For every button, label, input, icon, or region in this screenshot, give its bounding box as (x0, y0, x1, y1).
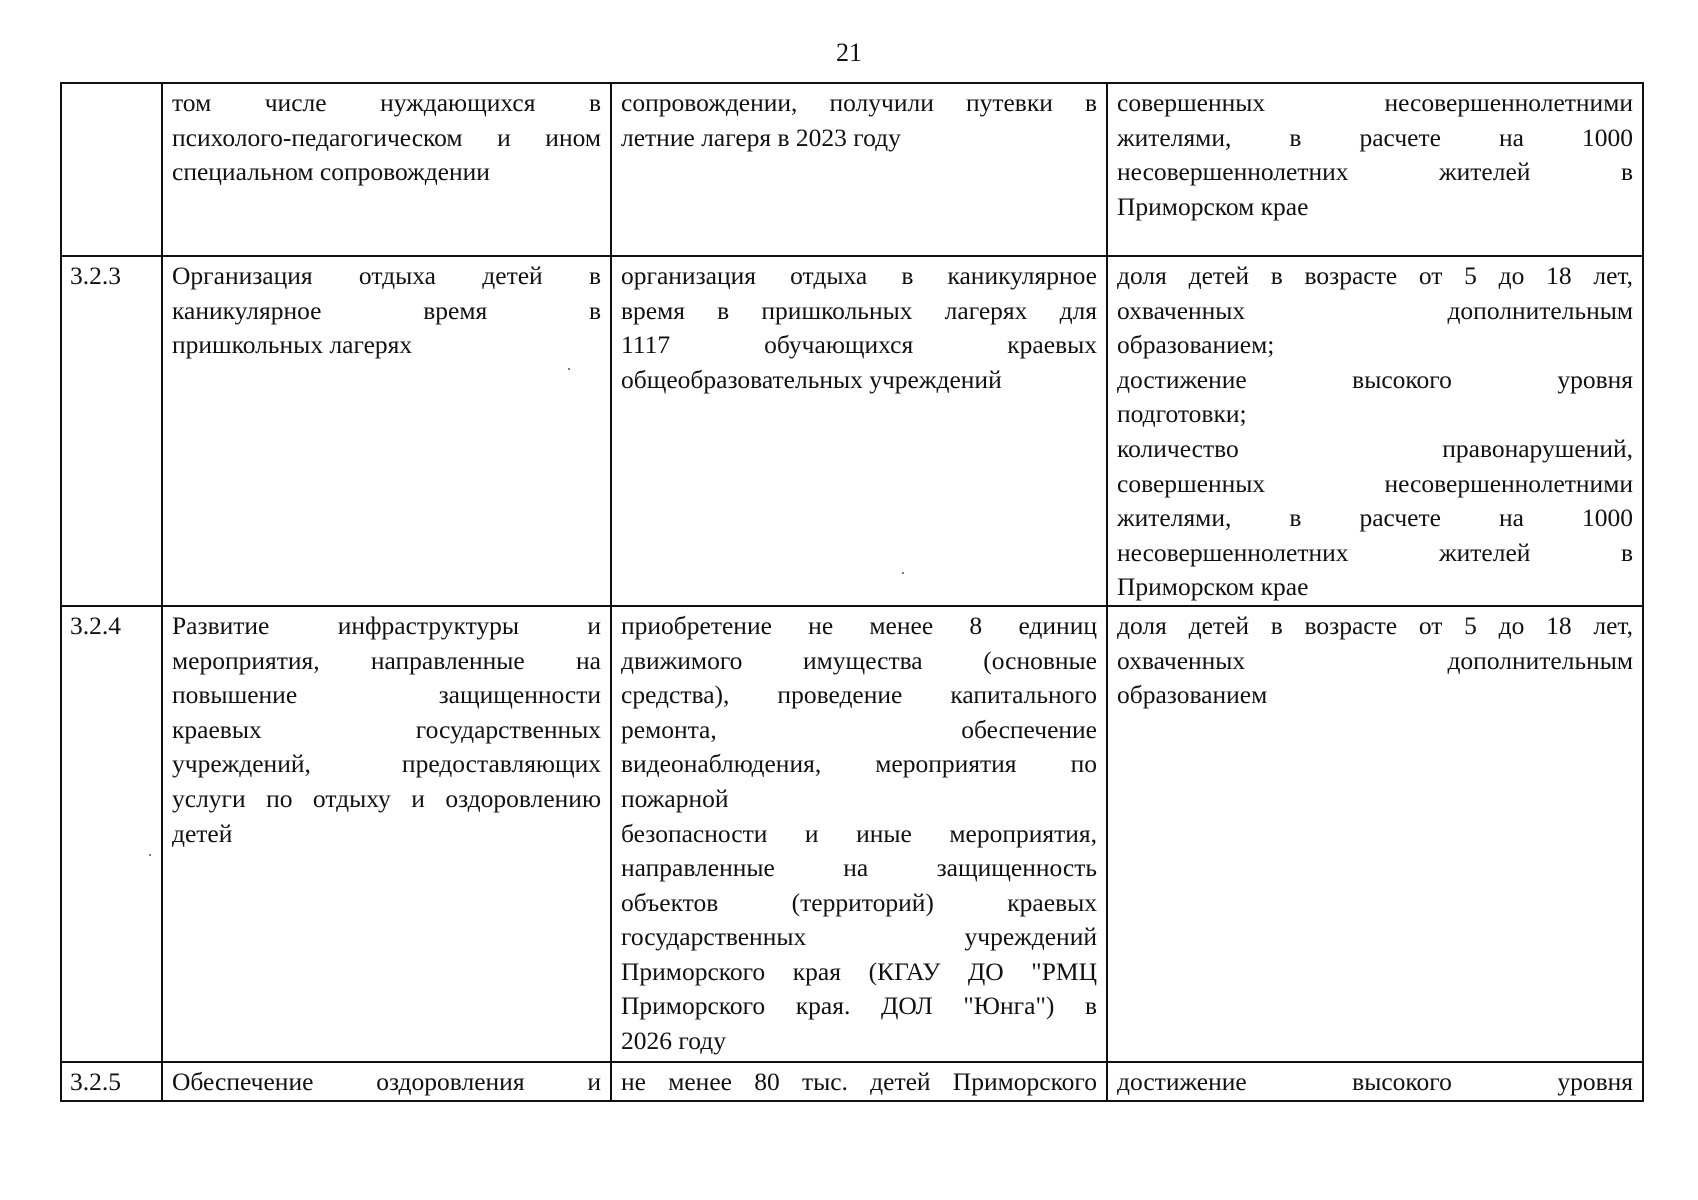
cell-text-line: охваченных дополнительным (1117, 645, 1633, 675)
cell-text-line: государственных учреждений (621, 922, 1097, 952)
cell-text-line: образованием; (1117, 330, 1275, 360)
indicator-cell (1107, 1062, 1643, 1101)
row-number-cell: 3.2.3 (61, 256, 162, 606)
cell-text-line: видеонаблюдения, мероприятия по (621, 749, 1097, 779)
activity-result-cell (611, 256, 1107, 606)
indicator-cell (1107, 256, 1643, 606)
activity-result-cell (611, 1062, 1107, 1101)
cell-text-line: средства), проведение капитального (621, 680, 1097, 710)
cell-text-line: Приморском крае (1117, 572, 1309, 602)
cell-text-line: том числе нуждающихся в (172, 88, 601, 117)
cell-text-line: жителями, в расчете на 1000 (1117, 122, 1633, 152)
cell-text-line: услуги по отдыху и оздоровлению (172, 783, 601, 813)
cell-text-line: совершенных несовершеннолетними (1117, 468, 1633, 498)
cell-text-line: Приморском крае (1117, 191, 1309, 221)
indicator-cell (1107, 606, 1643, 1062)
activity-result-cell (611, 83, 1107, 256)
table-row (61, 256, 1643, 606)
cell-text-line: движимого имущества (основные (621, 645, 1097, 675)
cell-text-line: приобретение не менее 8 единиц (621, 610, 1097, 640)
cell-text-line: краевых государственных (172, 714, 601, 744)
cell-text-line: совершенных несовершеннолетними (1117, 88, 1633, 117)
cell-text-line: Приморского края (КГАУ ДО "РМЦ (621, 956, 1097, 986)
cell-text-line: ремонта, обеспечение (621, 714, 1097, 744)
table-row (61, 83, 1643, 256)
cell-text-line: детей (172, 818, 233, 848)
cell-text-line: психолого-педагогическом и ином (172, 122, 601, 152)
cell-text-line: пожарной (621, 783, 729, 813)
cell-text-line: жителями, в расчете на 1000 (1117, 503, 1633, 533)
cell-text-line: несовершеннолетних жителей в (1117, 157, 1633, 187)
activity-name-cell (162, 606, 611, 1062)
activity-name-cell (162, 256, 611, 606)
cell-text-line: мероприятия, направленные на (172, 645, 601, 675)
cell-text-line: организация отдыха в каникулярное (621, 261, 1097, 290)
cell-text-line: количество правонарушений, (1117, 433, 1633, 463)
cell-text-line: 1117 обучающихся краевых (621, 330, 1097, 360)
cell-text-line: учреждений, предоставляющих (172, 749, 601, 779)
scan-speck (568, 368, 570, 370)
table-body (61, 83, 1643, 1101)
page-number: 21 (836, 38, 862, 67)
cell-text-line: не менее 80 тыс. детей Приморского (621, 1066, 1097, 1096)
cell-text-line: время в пришкольных лагерях для (621, 295, 1097, 325)
table-row (61, 1062, 1643, 1101)
row-number-cell: 3.2.4 (61, 606, 162, 1062)
cell-text-line: Приморского края. ДОЛ "Юнга") в (621, 991, 1097, 1021)
cell-text-line: Развитие инфраструктуры и (172, 610, 601, 640)
cell-text-line: Организация отдыха детей в (172, 261, 601, 290)
program-activities-table (60, 82, 1644, 1102)
cell-text-line: достижение высокого уровня (1117, 364, 1633, 394)
cell-text-line: каникулярное время в (172, 295, 601, 325)
cell-text-line: образованием (1117, 680, 1268, 710)
cell-text-line: повышение защищенности (172, 680, 601, 710)
indicator-cell (1107, 83, 1643, 256)
cell-text-line: несовершеннолетних жителей в (1117, 537, 1633, 567)
cell-text-line: специальном сопровождении (172, 157, 490, 187)
cell-text-line: общеобразовательных учреждений (621, 364, 1002, 394)
cell-text-line: доля детей в возрасте от 5 до 18 лет, (1117, 610, 1633, 640)
cell-text-line: 2026 году (621, 1026, 726, 1056)
cell-text-line: объектов (территорий) краевых (621, 887, 1097, 917)
row-number-cell: 3.2.5 (61, 1062, 162, 1101)
activity-name-cell (162, 1062, 611, 1101)
row-number-cell (61, 83, 162, 256)
table-row (61, 606, 1643, 1062)
scan-speck (902, 572, 904, 574)
cell-text-line: достижение высокого уровня (1117, 1066, 1633, 1096)
cell-text-line: пришкольных лагерях (172, 330, 413, 360)
cell-text-line: доля детей в возрасте от 5 до 18 лет, (1117, 261, 1633, 290)
activity-result-cell (611, 606, 1107, 1062)
cell-text-line: подготовки; (1117, 399, 1247, 429)
scan-speck (149, 854, 151, 856)
cell-text-line: безопасности и иные мероприятия, (621, 818, 1097, 848)
cell-text-line: направленные на защищенность (621, 853, 1097, 883)
cell-text-line: охваченных дополнительным (1117, 295, 1633, 325)
cell-text-line: летние лагеря в 2023 году (621, 122, 901, 152)
cell-text-line: Обеспечение оздоровления и (172, 1066, 601, 1096)
activity-name-cell (162, 83, 611, 256)
cell-text-line: сопровождении, получили путевки в (621, 88, 1097, 117)
